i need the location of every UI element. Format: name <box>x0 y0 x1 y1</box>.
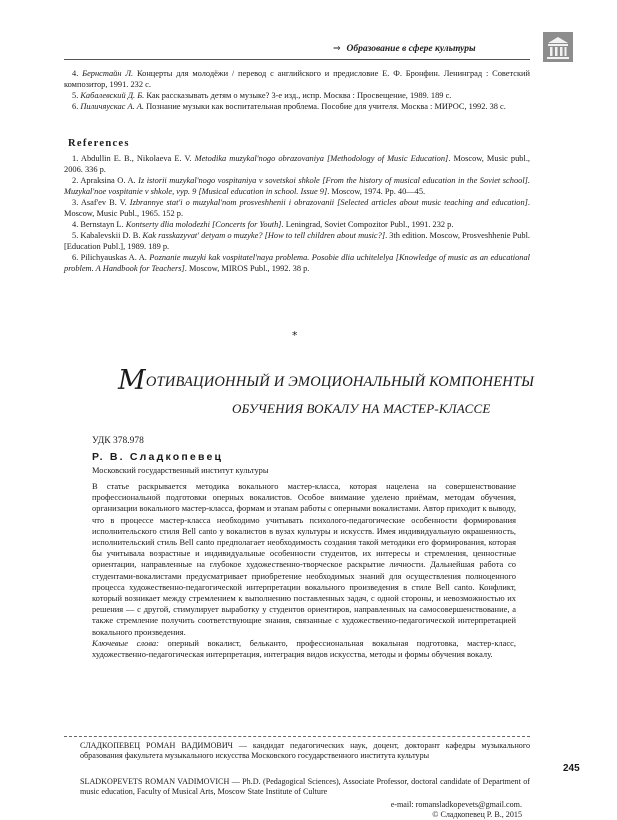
reference-item: 4. Bernstayn L. Kontserty dlia molodezhi [Concerts for Youth]. Leningrad, Soviet Compozitor Publ., 1991. 232 p. <box>72 220 454 229</box>
section-separator-star: * <box>292 329 298 342</box>
reference-item: 3. Asaf'ev B. V. Izbrannye stat'i o muzykal'nom prosveshhenii i obrazovanii [Selected articles about music teaching and education]. Moscow, Music Publ., 1965. 152 p. <box>64 198 531 218</box>
running-header <box>333 44 521 58</box>
reference-item: 2. Apraksina O. A. Iz istorii muzykal'nogo vospitaniya v sovetskoi shkole [From the history of musical education in the Soviet school]. Muzykal'noe vospitanie v shkole, vyp. 9 [Musical education in school. Issue 9]. Moscow, 1974. Pp. 40—45. <box>64 176 531 196</box>
article-author: Р. В. Сладкопевец <box>92 451 224 463</box>
keywords <box>92 638 516 660</box>
building-columns-icon <box>543 32 573 62</box>
footnote-divider <box>64 736 530 737</box>
copyright-notice: © Сладкопевец Р. В., 2015 <box>432 810 522 819</box>
references-heading: References <box>68 138 130 149</box>
author-bio-en: SLADKOPEVETS ROMAN VADIMOVICH — Ph.D. (Pedagogical Sciences), Associate Professor, doctoral candidate of Department of music education, Faculty of Musical Arts, Moscow State Institute of Culture <box>80 777 530 797</box>
author-email[interactable]: e-mail: romansladkopevets@gmail.com. <box>390 800 522 809</box>
article-title-line1: МОТИВАЦИОННЫЙ И ЭМОЦИОНАЛЬНЫЙ КОМПОНЕНТЫ <box>118 365 535 396</box>
russian-references-list <box>64 68 530 112</box>
title-drop-cap: М <box>118 365 146 396</box>
author-bio-ru: СЛАДКОПЕВЕЦ РОМАН ВАДИМОВИЧ — кандидат педагогических наук, доцент, докторант кафедры музыкального образования факультета музыкального искусства Московского государственного института культуры <box>80 741 530 761</box>
english-references-list <box>64 153 530 274</box>
reference-author: Пиличяускас А. А. <box>80 102 144 111</box>
reference-item: 6. Пиличяускас А. А. Познание музыки как воспитательная проблема. Пособие для учителя. Москва : МИРОС, 1992. 38 с. <box>72 102 506 111</box>
section-title: Образование в сфере культуры <box>346 44 476 54</box>
reference-item: 4. Бернстайн Л. Концерты для молодёжи / перевод с английского и предисловие Е. Ф. Бронфин. Ленинград : Советский композитор, 1991. 232 с. <box>64 69 531 89</box>
reference-item: 1. Abdullin E. B., Nikolaeva E. V. Metodika muzykal'nogo obrazovaniya [Methodology of Music Education]. Moscow, Music publ., 2006. 336 p. <box>64 154 531 174</box>
udk-code: УДК 378.978 <box>92 436 144 446</box>
reference-item: 5. Кабалевский Д. Б. Как рассказывать детям о музыке? 3-е изд., испр. Москва : Просвещение, 1989. 189 с. <box>72 91 452 100</box>
reference-item: 5. Kabalevskii D. B. Kak rasskazyvat' detyam o muzyke? [How to tell children about music?]. 3th edition. Moscow, Prosveshhenie Publ. [Education Publ.], 1989. 189 p. <box>64 231 530 251</box>
keywords-text: оперный вокалист, бельканто, профессиональная вокальная подготовка, мастер-класс, художественно-педагогическая интерпретация, интеграция видов искусства, методы и формы обучения вокалу. <box>92 637 516 660</box>
reference-author: Бернстайн Л. <box>82 69 134 78</box>
abstract-text: В статье раскрывается методика вокального мастер-класса, которая нацелена на совершенствование профессиональной подготовки оперных вокалистов. Особое внимание уделено приёмам, методам обучения, организации вокального мастер-класса, формам и этапам работы с оперными вокалистами. Автор приходит к выводу, что в процессе мастер-класса необходимо учитывать психолого-педагогические особенности формирования исполнительского стиля Bell canto у вокалистов в вузах культуры и искусств. Имея индивидуальную окрашенность, исполнительский стиль Bell canto предполагает необходимость создания такой методики его формирования, которая бы учитывала возрастные и индивидуальные особенности студентов, их интересы и стремления, ценностные ориентации, направленные на глубокое художественно-творческое раскрытие личности. Дальнейшая работа со студентами-вокалистами предусматривает приобретение необходимых знаний для осуществления полноценного процесса художественно-педагогической интерпретации вокального произведения в стиле Bell canto. Конфликт, который возникает между стремлением к выполнению поставленных задач, с одной стороны, и невозможностью их решения — с другой, стимулирует выработку у студентов ориентиров, направленных на самосовершенствование, а также стремление получить соответствующие знания, связанные с художественно-педагогической интерпретацией вокального произведения. <box>92 481 516 637</box>
page-number: 245 <box>563 763 580 774</box>
reference-author: Кабалевский Д. Б. <box>80 91 145 100</box>
header-rule <box>64 59 530 60</box>
article-title-line2: ОБУЧЕНИЯ ВОКАЛУ НА МАСТЕР-КЛАССЕ <box>232 401 491 416</box>
reference-item: 6. Pilichyauskas A. A. Poznanie muzyki kak vospitatel'naya problema. Posobie dlia uchitelelya [Knowledge of music as an educational problem. A Handbook for Teachers]. Moscow, MIROS Publ., 1992. 38 p. <box>64 253 530 273</box>
double-arrow-icon: ⇒ <box>333 44 341 54</box>
author-affiliation: Московский государственный институт культуры <box>92 466 269 475</box>
article-abstract <box>92 481 516 660</box>
keywords-label: Ключевые слова: <box>92 637 159 648</box>
